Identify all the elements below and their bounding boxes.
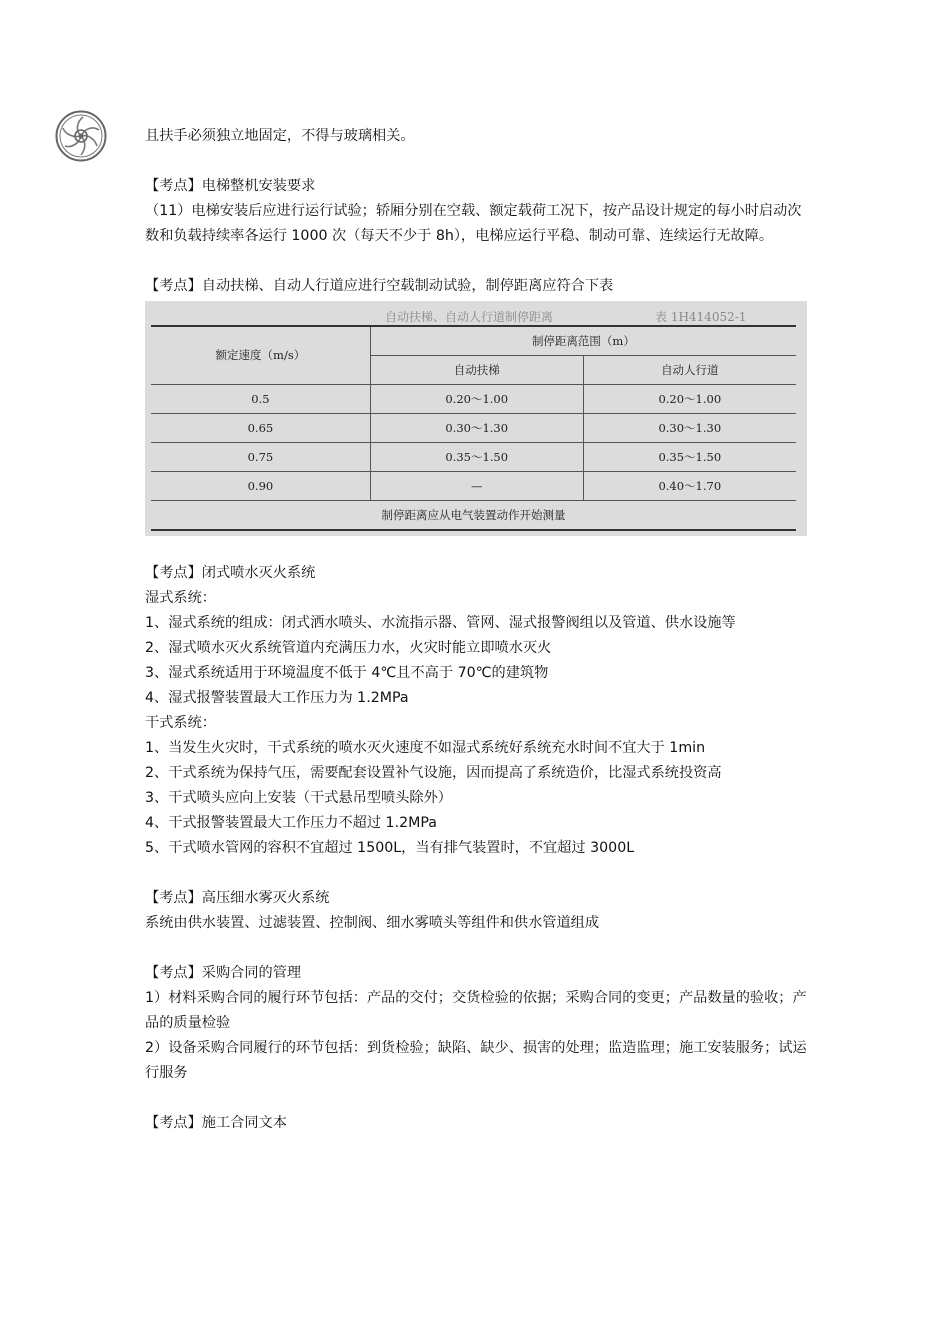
dry-system-heading: 干式系统： [145, 715, 216, 731]
wet-item: 4、湿式报警装置最大工作压力为 1.2MPa [145, 690, 409, 706]
table-row [151, 443, 796, 472]
dry-item: 5、干式喷水管网的容积不宜超过 1500L，当有排气装置时，不宜超过 3000L [145, 840, 635, 856]
dry-item: 3、干式喷头应向上安装（干式悬吊型喷头除外） [145, 790, 452, 806]
header-walkway: 自动人行道 [583, 356, 796, 385]
section-escalator-title: 【考点】自动扶梯、自动人行道应进行空载制动试验，制停距离应符合下表 [145, 278, 614, 294]
purchase-item: 2）设备采购合同履行的环节包括：到货检验；缺陷、缺少、损害的处理；监造监理；施工安装服务；试运行服务 [145, 1040, 807, 1081]
table-caption: 自动扶梯、自动人行道制停距离 [385, 310, 554, 324]
header-escalator: 自动扶梯 [370, 356, 583, 385]
section-sprinkler-title: 【考点】闭式喷水灭火系统 [145, 565, 316, 581]
section-contract-title: 【考点】施工合同文本 [145, 1115, 287, 1131]
cell-escalator: 0.30～1.30 [370, 414, 583, 443]
dry-item: 4、干式报警装置最大工作压力不超过 1.2MPa [145, 815, 437, 831]
intro-text: 且扶手必须独立地固定，不得与玻璃相关。 [145, 128, 415, 144]
section-elevator-title: 【考点】电梯整机安装要求 [145, 178, 316, 194]
dry-item: 2、干式系统为保持气压，需要配套设置补气设施，因而提高了系统造价，比湿式系统投资高 [145, 765, 722, 781]
cell-walkway: 0.30～1.30 [583, 414, 796, 443]
wet-item: 3、湿式系统适用于环境温度不低于 4℃且不高于 70℃的建筑物 [145, 665, 549, 681]
dry-item: 1、当发生火灾时，干式系统的喷水灭火速度不如湿式系统好系统充水时间不宜大于 1min [145, 740, 706, 756]
document-body [145, 124, 810, 1136]
section-mist-title: 【考点】高压细水雾灭火系统 [145, 890, 330, 906]
brake-distance-table-image [145, 301, 807, 536]
spiral-flower-logo-icon [55, 110, 107, 162]
wet-system-heading: 湿式系统： [145, 590, 216, 606]
purchase-item: 1）材料采购合同的履行环节包括：产品的交付；交货检验的依据；采购合同的变更；产品数量的验收；产品的质量检验 [145, 990, 807, 1031]
table-row [151, 385, 796, 414]
section-purchase-title: 【考点】采购合同的管理 [145, 965, 302, 981]
table-footnote: 制停距离应从电气装置动作开始测量 [151, 501, 796, 531]
cell-speed: 0.65 [151, 414, 370, 443]
cell-walkway: 0.35～1.50 [583, 443, 796, 472]
section-mist-para: 系统由供水装置、过滤装置、控制阀、细水雾喷头等组件和供水管道组成 [145, 915, 600, 931]
cell-escalator: 0.35～1.50 [370, 443, 583, 472]
table-number: 表 1H414052-1 [655, 310, 747, 324]
header-range: 制停距离范围（m） [370, 326, 796, 356]
table-row [151, 472, 796, 501]
header-speed: 额定速度（m/s） [151, 326, 370, 385]
cell-speed: 0.75 [151, 443, 370, 472]
section-elevator-para: （11）电梯安装后应进行运行试验；轿厢分别在空载、额定载荷工况下，按产品设计规定的每小时启动次数和负载持续率各运行 1000 次（每天不少于 8h），电梯应运行平稳、制动可靠、连续运行无故障。 [145, 203, 802, 244]
cell-walkway: 0.20～1.00 [583, 385, 796, 414]
cell-speed: 0.90 [151, 472, 370, 501]
cell-speed: 0.5 [151, 385, 370, 414]
table-row [151, 414, 796, 443]
cell-walkway: 0.40～1.70 [583, 472, 796, 501]
wet-item: 2、湿式喷水灭火系统管道内充满压力水，火灾时能立即喷水灭火 [145, 640, 552, 656]
cell-escalator: — [370, 472, 583, 501]
cell-escalator: 0.20～1.00 [370, 385, 583, 414]
brake-distance-table [151, 325, 796, 531]
wet-item: 1、湿式系统的组成：闭式洒水喷头、水流指示器、管网、湿式报警阀组以及管道、供水设施等 [145, 615, 736, 631]
